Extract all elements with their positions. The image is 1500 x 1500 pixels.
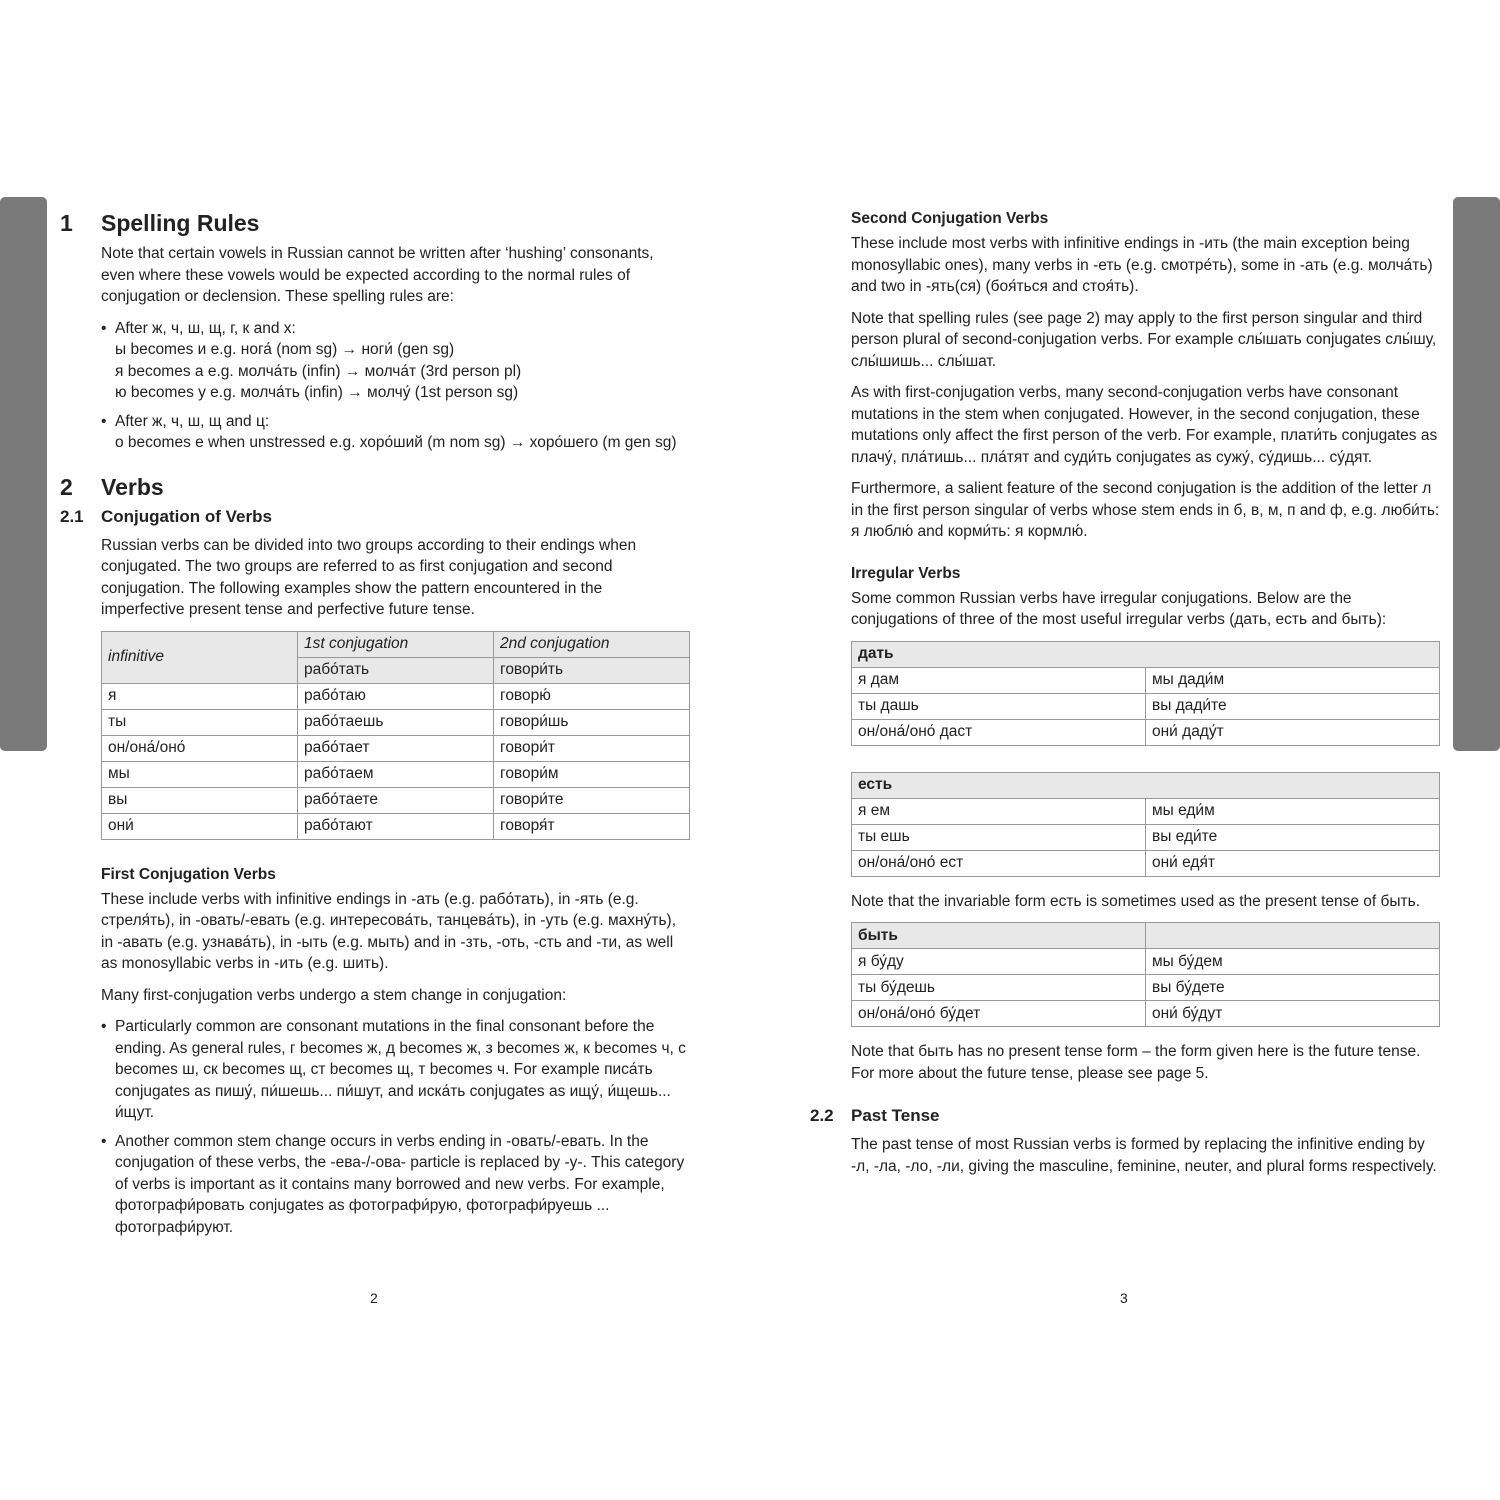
stem-change-1: • Particularly common are consonant mutations in the final consonant before the ending. As general rules, г becomes ж, д becomes ж, з becomes ж, к becomes ч, с becomes ш, ск becomes щ, ст becomes щ, т becomes ч. For example писа́ть conjugates as пишу́, пи́шешь... пи́шут, and иска́ть conjugates as ищу́, и́щешь... и́щут.	[101, 1016, 690, 1124]
second-conj-para-1: These include most verbs with infinitive endings in -ить (the main exception being monosyllabic ones), many verbs in -еть (e.g. смотре́ть), some in -ать (e.g. молча́ть) and two in -ять(ся) (боя́ться and стоя́ть).	[851, 235, 1433, 295]
table-row: они́ рабо́тают говоря́т	[102, 813, 690, 839]
past-tense-para: The past tense of most Russian verbs is formed by replacing the infinitive ending by -л, -ла, -ло, -ли, giving the masculine, feminine, neuter, and plural forms respectively.	[851, 1136, 1437, 1175]
table-row: ты дашь вы дади́те	[852, 693, 1440, 719]
table-row: мы рабо́таем говори́м	[102, 761, 690, 787]
stem-change-2: • Another common stem change occurs in verbs ending in -овать/-евать. In the conjugation of these verbs, the -ева-/-ова- particle is replaced by -у-. This category of verbs is important as it contains many borrowed and new verbs. For example, фотографи́ровать conjugates as фотографи́рую, фотографи́руешь ... фотографи́руют.	[101, 1131, 690, 1239]
spelling-rule-1: • After ж, ч, ш, щ, г, к and х: ы becomes и e.g. нога́ (nom sg) → ноги́ (gen sg) я becomes а e.g. молча́ть (infin) → молча́т (3rd person pl) ю becomes у e.g. молча́ть (infin) → молчу́ (1st person sg)	[101, 318, 690, 404]
irregular-heading: Irregular Verbs	[851, 564, 961, 582]
right-thumb-tab	[1453, 197, 1500, 751]
infinitive-label: infinitive	[102, 631, 298, 683]
table-row: я рабо́таю говорю́	[102, 683, 690, 709]
irregular-intro: Some common Russian verbs have irregular conjugations. Below are the conjugations of three of the most useful irregular verbs (дать, есть and быть):	[851, 589, 1387, 628]
first-conj-para-1: These include verbs with infinitive endings in -ать (e.g. рабо́тать), in -ять (e.g. стреля́ть), in -овать/-евать (e.g. интересова́ть, танцева́ть), in -уть (e.g. махну́ть), in -авать (e.g. узнава́ть), in -ыть (e.g. мыть) and in -зть, -оть, -сть and -ти, as well as monosyllabic verbs in -ить (e.g. шить).	[101, 890, 676, 972]
conjugation-intro: Russian verbs can be divided into two groups according to their endings when conjugated. The two groups are referred to as first conjugation and second conjugation. The following examples show the pattern encountered in the imperfective present tense and perfective future tense.	[101, 536, 637, 618]
table-row: я ем мы еди́м	[852, 798, 1440, 824]
section-2-2-heading: 2.2 Past Tense	[810, 1106, 940, 1125]
table-row: ты ешь вы еди́те	[852, 824, 1440, 850]
table-row: ты рабо́таешь говори́шь	[102, 709, 690, 735]
spelling-intro: Note that certain vowels in Russian cannot be written after ‘hushing’ consonants, even where these vowels would be expected according to the normal rules of conjugation or declension. These spelling rules are:	[101, 245, 654, 305]
table-row: он/она́/оно́ ест они́ едя́т	[852, 850, 1440, 876]
second-conj-para-3: As with first-conjugation verbs, many second-conjugation verbs have consonant mutations in the stem when conjugated. However, in the second conjugation, these mutations only affect the first person of the verb. For example, плати́ть conjugates as плачу́, пла́тишь... пла́тят and суди́ть conjugates as сужу́, су́дишь... су́дят.	[851, 384, 1438, 466]
first-conj-heading: First Conjugation Verbs	[101, 865, 276, 883]
spelling-rules-list	[101, 318, 690, 454]
section-1-heading: 1 Spelling Rules	[60, 210, 260, 236]
second-conj-infinitive: говори́ть	[494, 657, 690, 683]
right-column	[810, 210, 1440, 1187]
left-thumb-tab	[0, 197, 47, 751]
first-conj-label: 1st conjugation	[298, 631, 494, 657]
byt-table: быть я бу́ду мы бу́дем ты бу́дешь вы бу́дете он/она́/оно́ бу́дет они́ бу́дут	[851, 922, 1440, 1027]
second-conj-heading: Second Conjugation Verbs	[851, 210, 1049, 227]
table-row: он/она́/оно́ бу́дет они́ бу́дут	[852, 1001, 1440, 1027]
est-table: есть я ем мы еди́м ты ешь вы еди́те он/она́/оно́ ест они́ едя́т	[851, 772, 1440, 877]
right-page	[750, 0, 1500, 1500]
second-conj-label: 2nd conjugation	[494, 631, 690, 657]
note-est: Note that the invariable form есть is sometimes used as the present tense of быть.	[851, 892, 1421, 910]
page-number: 3	[1120, 1290, 1128, 1306]
table-row: я бу́ду мы бу́дем	[852, 949, 1440, 975]
page-number: 2	[370, 1290, 378, 1306]
conjugation-table	[101, 631, 690, 840]
second-conj-para-2: Note that spelling rules (see page 2) may apply to the first person singular and third person plural of second-conjugation verbs. For example слы́шать conjugates слы́шу, слы́шишь... слы́шат.	[851, 309, 1437, 370]
first-conj-infinitive: рабо́тать	[298, 657, 494, 683]
first-conj-para-2: Many first-conjugation verbs undergo a stem change in conjugation:	[101, 986, 567, 1004]
spelling-rule-2: • After ж, ч, ш, щ and ц: о becomes е when unstressed e.g. хоро́ший (m nom sg) → хоро́шего (m gen sg)	[101, 411, 690, 454]
second-conj-para-4: Furthermore, a salient feature of the second conjugation is the addition of the letter л in the first person singular of verbs whose stem ends in б, в, м, п and ф, e.g. люби́ть: я люблю́ and корми́ть: я кормлю́.	[851, 480, 1440, 540]
table-row: он/она́/оно́ рабо́тает говори́т	[102, 735, 690, 761]
table-row: ты бу́дешь вы бу́дете	[852, 975, 1440, 1001]
section-2-1-heading: 2.1 Conjugation of Verbs	[60, 506, 272, 526]
note-byt: Note that быть has no present tense form – the form given here is the future tense. For more about the future tense, please see page 5.	[851, 1043, 1421, 1082]
table-row: я дам мы дади́м	[852, 667, 1440, 693]
left-column	[60, 210, 690, 1246]
table-row: он/она́/оно́ даст они́ даду́т	[852, 719, 1440, 745]
stem-change-list	[101, 1016, 690, 1238]
table-row: вы рабо́таете говори́те	[102, 787, 690, 813]
dat-table: дать я дам мы дади́м ты дашь вы дади́те он/она́/оно́ даст они́ даду́т	[851, 641, 1440, 746]
section-2-heading: 2 Verbs	[60, 473, 164, 500]
